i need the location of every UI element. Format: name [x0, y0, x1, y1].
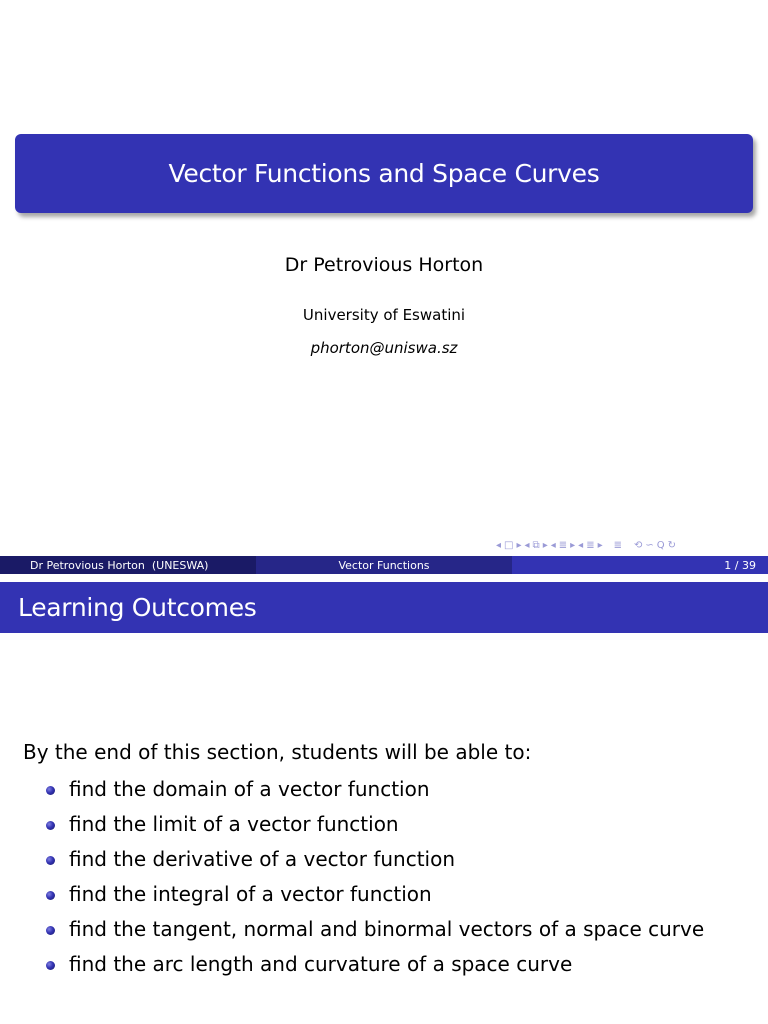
nav-search-icon[interactable]: Q	[656, 539, 665, 551]
title-block	[15, 134, 753, 213]
frame-title-bar	[0, 582, 768, 633]
list-item	[46, 949, 704, 984]
frame-title: Learning Outcomes	[18, 593, 257, 622]
outcome-text: find the limit of a vector function	[69, 812, 399, 836]
bullet-icon	[46, 961, 55, 970]
nav-prev-section-icon[interactable]: ◂	[578, 539, 584, 551]
bullet-icon	[46, 926, 55, 935]
outcome-text: find the tangent, normal and binormal vectors of a space curve	[69, 917, 705, 941]
footer-bar	[0, 556, 768, 574]
nav-section-icon[interactable]: ≣	[586, 539, 595, 551]
outcome-text: find the domain of a vector function	[69, 777, 430, 801]
footer-page-number: 1 / 39	[512, 556, 768, 574]
list-item	[46, 844, 704, 879]
outcome-text: find the integral of a vector function	[69, 882, 432, 906]
outcomes-list	[46, 774, 704, 984]
author-name: Dr Petrovious Horton	[284, 254, 484, 276]
nav-refresh-icon[interactable]: ↻	[667, 539, 677, 551]
bullet-icon	[46, 786, 55, 795]
nav-next-slide-icon[interactable]: ▸	[516, 539, 522, 551]
nav-prev-subsection-icon[interactable]: ◂	[550, 539, 556, 551]
nav-next-frame-icon[interactable]: ▸	[542, 539, 548, 551]
nav-frame-icon[interactable]: ⧉	[532, 539, 540, 551]
author-email: phorton@uniswa.sz	[310, 339, 458, 357]
institute-name: University of Eswatini	[302, 306, 466, 324]
nav-next-subsection-icon[interactable]: ▸	[570, 539, 576, 551]
outcome-text: find the arc length and curvature of a space curve	[69, 952, 573, 976]
footer-author: Dr Petrovious Horton (UNESWA)	[0, 556, 256, 574]
list-item	[46, 809, 704, 844]
outcomes-intro: By the end of this section, students will be able to:	[23, 740, 532, 764]
nav-back-icon[interactable]: ⟲	[634, 539, 643, 551]
nav-forward-icon[interactable]: ∽	[645, 539, 654, 551]
bullet-icon	[46, 891, 55, 900]
nav-subsection-icon[interactable]: ≣	[558, 539, 568, 551]
bullet-icon	[46, 856, 55, 865]
list-item	[46, 879, 704, 914]
footer-short-title: Vector Functions	[256, 556, 512, 574]
list-item	[46, 914, 704, 949]
nav-prev-frame-icon[interactable]: ◂	[524, 539, 530, 551]
navigation-symbols	[496, 538, 762, 552]
slide-title: Vector Functions and Space Curves	[168, 159, 600, 188]
outcome-text: find the derivative of a vector function	[69, 847, 456, 871]
bullet-icon	[46, 821, 55, 830]
nav-next-section-icon[interactable]: ▸	[597, 539, 603, 551]
list-item	[46, 774, 704, 809]
nav-prev-slide-icon[interactable]: ◂	[496, 539, 502, 551]
nav-document-icon[interactable]: ≣	[613, 539, 623, 551]
nav-slide-icon[interactable]: □	[504, 539, 514, 551]
